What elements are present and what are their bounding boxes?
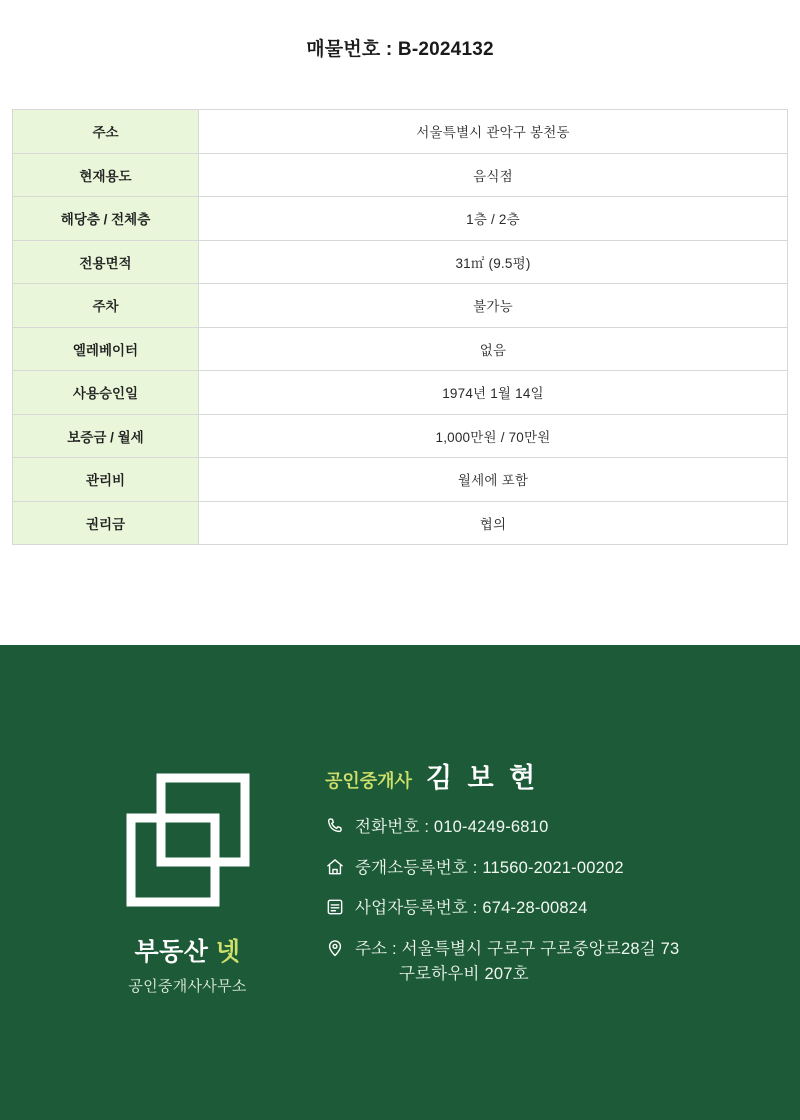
row-label: 주소 (13, 110, 199, 154)
property-spec-table (12, 109, 788, 545)
agent-block (315, 756, 800, 1009)
brand-name (60, 932, 315, 968)
contact-registration-row (325, 856, 800, 882)
document-icon (325, 896, 355, 917)
agent-role: 공인중개사 (325, 771, 412, 792)
agency-footer (0, 645, 800, 1120)
footer-inner (0, 645, 800, 1120)
row-label: 주차 (13, 284, 199, 328)
row-value: 음식점 (199, 153, 788, 197)
row-value: 월세에 포함 (199, 458, 788, 502)
table-row (13, 501, 788, 545)
page-title: 매물번호 : B-2024132 (306, 39, 494, 60)
table-row (13, 197, 788, 241)
table-row (13, 153, 788, 197)
row-label: 보증금 / 월세 (13, 414, 199, 458)
phone-icon (325, 815, 355, 836)
table-row (13, 240, 788, 284)
brand-subtitle: 공인중개사사무소 (128, 977, 247, 995)
row-label: 현재용도 (13, 153, 199, 197)
row-value: 협의 (199, 501, 788, 545)
two-overlapping-squares-icon (60, 770, 315, 910)
contact-address-row (325, 937, 800, 988)
row-value: 31㎡ (9.5평) (199, 240, 788, 284)
row-label: 해당층 / 전체층 (13, 197, 199, 241)
location-pin-icon (325, 937, 355, 958)
contact-phone-text: 전화번호 : 010-4249-6810 (355, 818, 549, 837)
row-label: 관리비 (13, 458, 199, 502)
table-row (13, 414, 788, 458)
contact-phone-row (325, 815, 800, 841)
row-label: 권리금 (13, 501, 199, 545)
property-spec-table-wrapper (0, 109, 800, 545)
row-value: 1974년 1월 14일 (199, 371, 788, 415)
contact-address-line1: 주소 : 서울특별시 구로구 구로중앙로28길 73 (355, 939, 680, 958)
row-label: 사용승인일 (13, 371, 199, 415)
row-value: 없음 (199, 327, 788, 371)
contact-business-number-row (325, 896, 800, 922)
brand-block (60, 770, 315, 996)
agent-header (325, 756, 800, 795)
property-spec-table-body (13, 110, 788, 545)
table-row (13, 458, 788, 502)
row-value: 1,000만원 / 70만원 (199, 414, 788, 458)
row-label: 전용면적 (13, 240, 199, 284)
table-row (13, 284, 788, 328)
agent-name: 김 보 현 (425, 763, 540, 794)
contact-business-number-text: 사업자등록번호 : 674-28-00824 (355, 899, 588, 918)
contact-address-text (355, 937, 679, 988)
contact-registration-text: 중개소등록번호 : 11560-2021-00202 (355, 858, 624, 877)
row-value: 불가능 (199, 284, 788, 328)
table-row (13, 110, 788, 154)
title-area (0, 0, 800, 61)
home-icon (325, 856, 355, 877)
contact-address-line2: 구로하우비 207호 (399, 965, 529, 984)
table-row (13, 371, 788, 415)
row-label: 엘레베이터 (13, 327, 199, 371)
brand-name-main: 부동산 (134, 937, 209, 966)
brand-name-accent: 넷 (215, 937, 241, 966)
row-value: 1층 / 2층 (199, 197, 788, 241)
table-row (13, 327, 788, 371)
row-value: 서울특별시 관악구 봉천동 (199, 110, 788, 154)
